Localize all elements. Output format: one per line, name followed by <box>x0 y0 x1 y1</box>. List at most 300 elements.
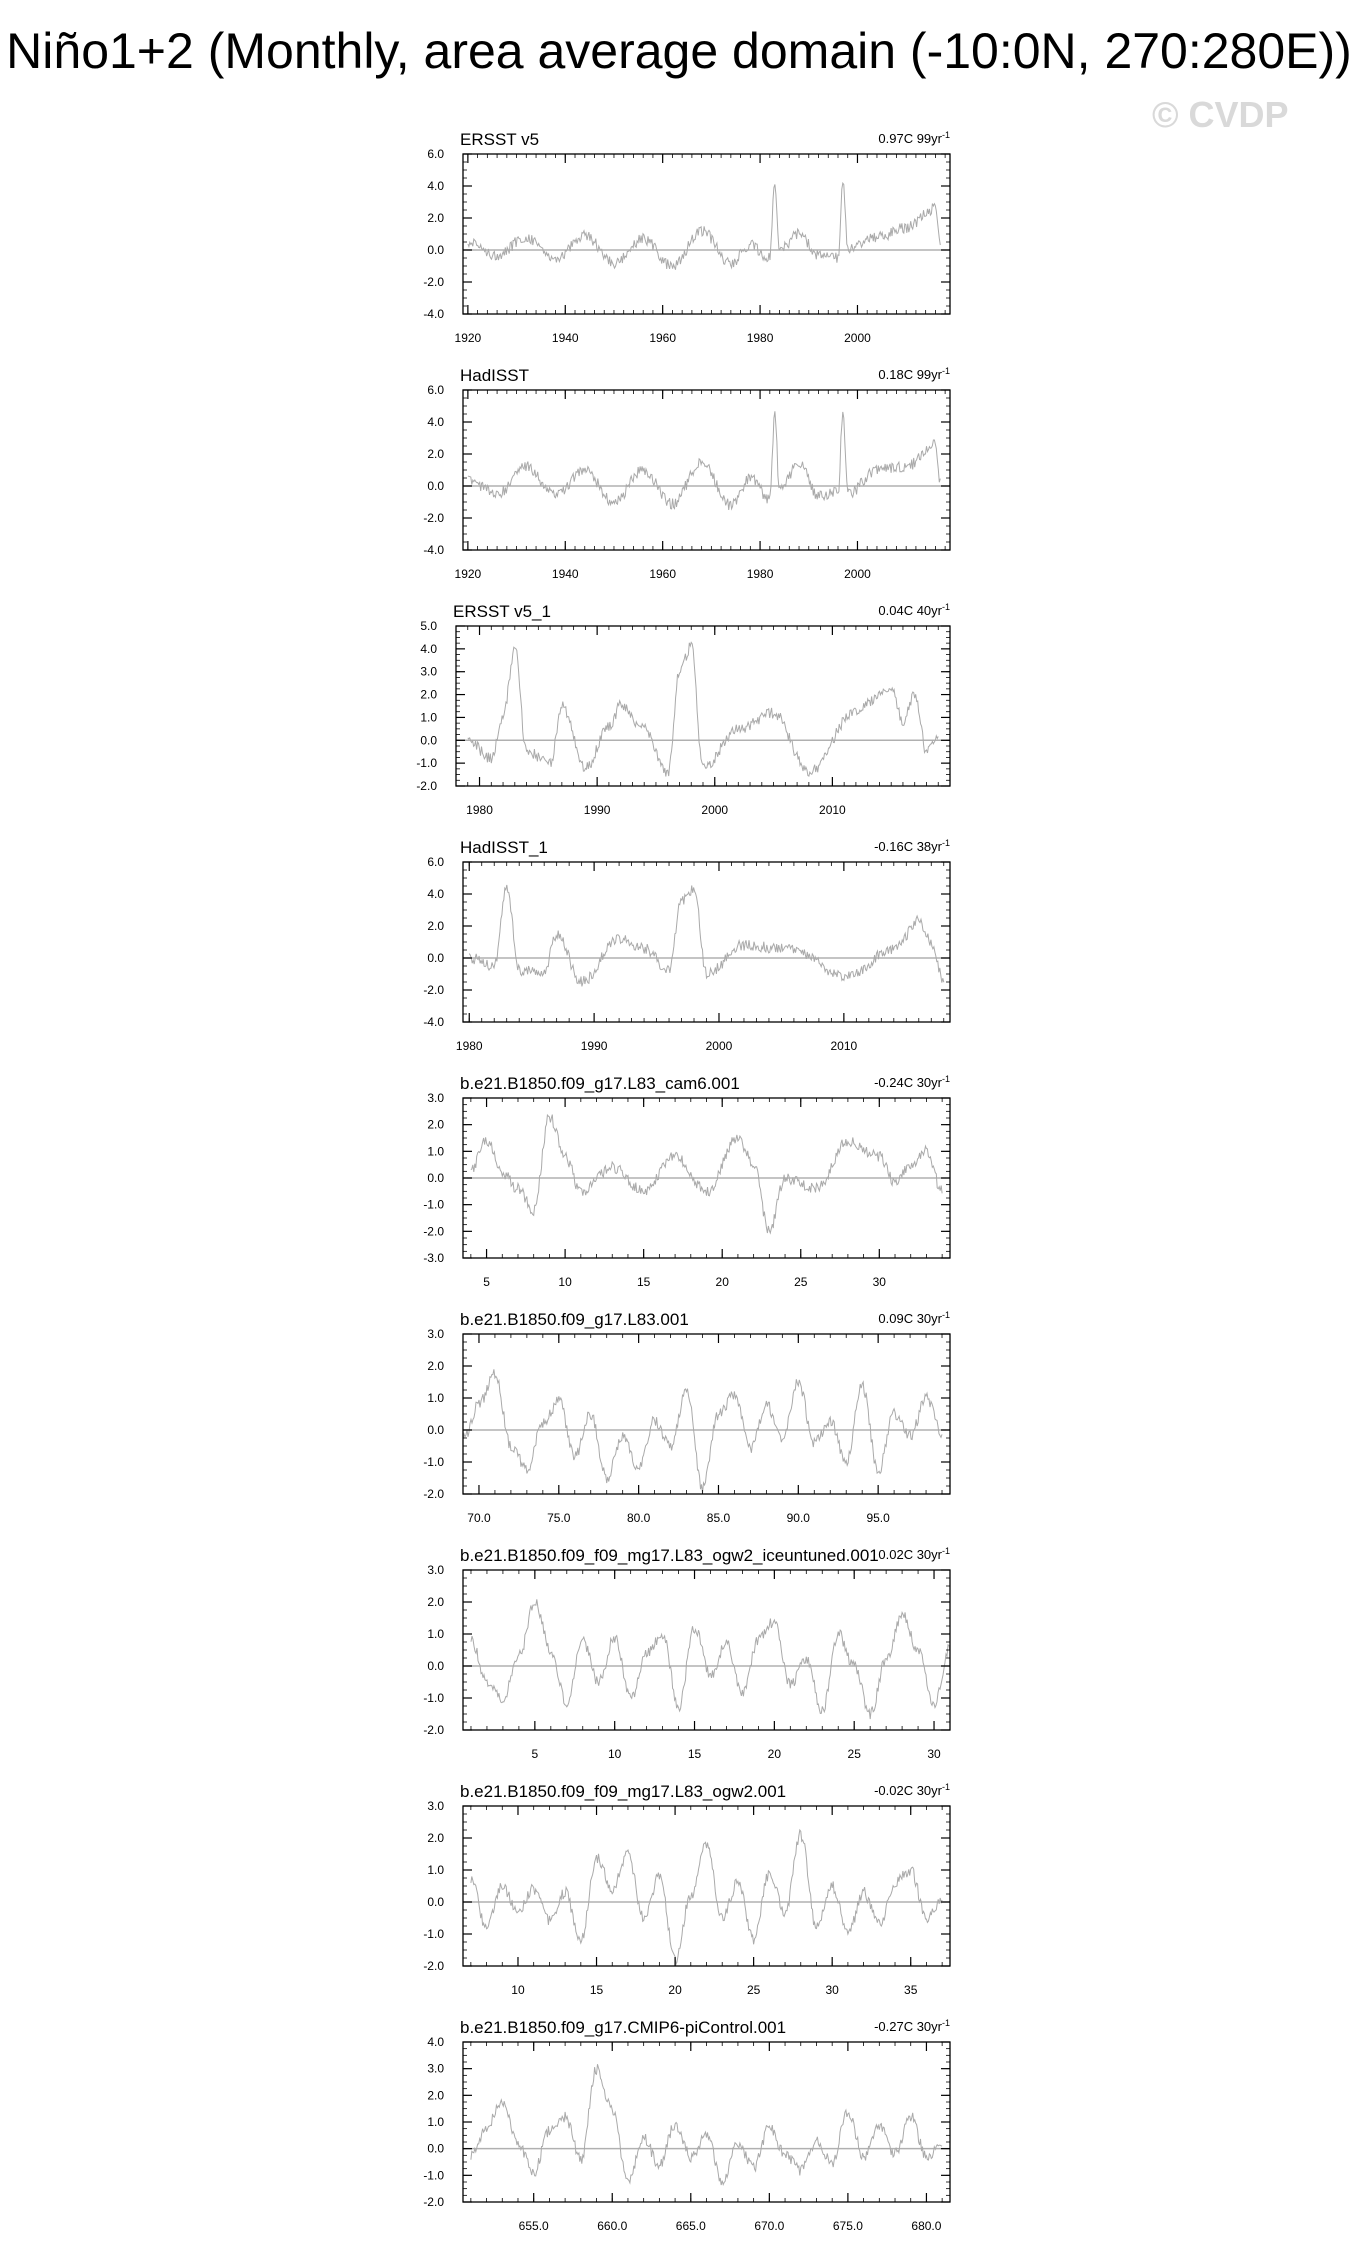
y-tick-label: 0.0 <box>427 1423 444 1437</box>
data-point <box>556 933 557 934</box>
x-tick-label: 680.0 <box>911 2219 942 2233</box>
y-tick-label: -2.0 <box>423 2195 444 2209</box>
data-point <box>565 2116 566 2117</box>
data-point <box>486 1927 487 1928</box>
data-point <box>549 1116 550 1117</box>
data-point <box>722 1917 723 1918</box>
x-tick-label: 2000 <box>844 331 871 345</box>
data-point <box>784 1911 785 1912</box>
data-point <box>612 1889 613 1890</box>
data-point <box>818 254 819 255</box>
y-tick-label: 5.0 <box>420 619 437 633</box>
data-point <box>838 1633 839 1634</box>
trend-unit-exponent: -1 <box>941 1310 950 1320</box>
trend-unit-exponent: -1 <box>941 130 950 140</box>
data-point <box>470 1640 471 1641</box>
data-point <box>910 1436 911 1437</box>
data-point <box>679 671 680 672</box>
watermark: © CVDP <box>1152 94 1289 135</box>
data-point <box>753 1164 754 1165</box>
data-point <box>519 970 520 971</box>
data-point <box>706 1844 707 1845</box>
x-tick-label: 5 <box>531 1747 539 1761</box>
series-line <box>463 1369 942 1493</box>
data-point <box>843 977 844 978</box>
data-point <box>766 1404 767 1405</box>
data-point <box>584 469 585 470</box>
chart-panel-4 <box>423 838 950 1053</box>
x-tick-label: 85.0 <box>706 1511 731 1525</box>
data-point <box>769 257 770 258</box>
data-point <box>737 1882 738 1883</box>
data-point <box>737 1137 738 1138</box>
trend-label <box>878 366 950 382</box>
data-point <box>706 1191 707 1192</box>
data-point <box>502 1697 503 1698</box>
data-point <box>847 1140 848 1141</box>
trend-unit-exponent: -1 <box>941 838 950 848</box>
data-point <box>608 726 609 727</box>
y-tick-label: -2.0 <box>423 1487 444 1501</box>
data-point <box>517 2143 518 2144</box>
data-point <box>940 482 941 483</box>
data-point <box>690 1895 691 1896</box>
y-tick-label: -1.0 <box>423 1927 444 1941</box>
data-point <box>672 503 673 504</box>
data-point <box>614 1637 615 1638</box>
x-tick-label: 95.0 <box>866 1511 890 1525</box>
data-point <box>818 495 819 496</box>
plot-frame <box>456 626 950 786</box>
data-point <box>846 1461 847 1462</box>
data-point <box>646 1653 647 1654</box>
y-tick-label: -1.0 <box>423 1691 444 1705</box>
data-point <box>542 1423 543 1424</box>
series-line <box>468 642 938 776</box>
data-point <box>800 1834 801 1835</box>
data-point <box>902 721 903 722</box>
trend-value: -0.27C 30yr <box>874 2019 942 2034</box>
data-point <box>816 1927 817 1928</box>
series-line <box>471 2064 942 2185</box>
data-point <box>893 949 894 950</box>
data-point <box>533 1209 534 1210</box>
trend-value: 0.04C 40yr <box>878 603 942 618</box>
trend-unit-exponent: -1 <box>941 366 950 376</box>
chart-title: HadISST <box>460 366 529 385</box>
data-point <box>832 2161 833 2162</box>
data-point <box>627 1853 628 1854</box>
data-point <box>870 1713 871 1714</box>
data-point <box>681 900 682 901</box>
trend-unit-exponent: -1 <box>941 602 950 612</box>
x-tick-label: 35 <box>904 1983 918 1997</box>
data-point <box>643 238 644 239</box>
data-point <box>596 2068 597 2069</box>
data-point <box>730 262 731 263</box>
data-point <box>514 648 515 649</box>
y-tick-label: 3.0 <box>427 2061 444 2076</box>
data-point <box>879 1924 880 1925</box>
x-tick-label: 30 <box>927 1747 941 1761</box>
series-line <box>468 183 940 270</box>
data-point <box>654 1420 655 1421</box>
y-tick-label: 4.0 <box>420 641 437 656</box>
chart-title: b.e21.B1850.f09_g17.L83.001 <box>460 1310 689 1329</box>
chart-panel-2 <box>423 366 950 581</box>
data-point <box>779 249 780 250</box>
data-point <box>706 2135 707 2136</box>
data-point <box>502 717 503 718</box>
data-point <box>926 751 927 752</box>
data-point <box>643 469 644 470</box>
data-point <box>935 444 936 445</box>
trend-label <box>878 1310 950 1326</box>
chart-title: b.e21.B1850.f09_f09_mg17.L83_ogw2_iceuntuned.001 <box>460 1546 879 1565</box>
x-tick-label: 25 <box>746 1983 761 1997</box>
y-tick-label: 2.0 <box>427 1117 444 1132</box>
data-point <box>549 1921 550 1922</box>
data-point <box>743 945 744 946</box>
data-point <box>470 1879 471 1880</box>
y-tick-label: 0.0 <box>427 479 444 493</box>
data-point <box>800 2169 801 2170</box>
data-point <box>876 469 877 470</box>
chart-title: b.e21.B1850.f09_f09_mg17.L83_ogw2.001 <box>460 1782 787 1801</box>
trend-value: -0.24C 30yr <box>874 1075 942 1090</box>
y-tick-label: 3.0 <box>427 1563 444 1577</box>
data-point <box>678 1707 679 1708</box>
data-point <box>854 1665 855 1666</box>
x-tick-label: 1920 <box>454 567 482 581</box>
chart-panel-9 <box>423 2018 950 2233</box>
data-point <box>565 1892 566 1893</box>
x-tick-label: 30 <box>872 1275 886 1289</box>
data-point <box>806 1659 807 1660</box>
y-tick-label: -4.0 <box>423 1015 444 1029</box>
chart-panel-5 <box>423 1074 950 1289</box>
data-point <box>612 2108 613 2109</box>
trend-value: -0.02C 30yr <box>874 1783 942 1798</box>
data-point <box>644 728 645 729</box>
data-point <box>670 1445 671 1446</box>
data-point <box>837 492 838 493</box>
data-point <box>467 479 468 480</box>
data-point <box>879 2127 880 2128</box>
y-tick-label: -2.0 <box>423 275 444 289</box>
x-tick-label: 20 <box>668 1983 682 1997</box>
data-point <box>878 1471 879 1472</box>
x-tick-label: 1920 <box>454 331 482 345</box>
y-tick-label: 0.0 <box>420 733 437 748</box>
x-tick-label: 1980 <box>746 567 774 581</box>
series-line <box>471 1830 942 1964</box>
data-point <box>584 235 585 236</box>
data-point <box>561 705 562 706</box>
y-tick-label: 1.0 <box>427 1144 444 1159</box>
data-point <box>808 772 809 773</box>
data-point <box>782 1439 783 1440</box>
y-tick-label: 3.0 <box>427 1799 444 1813</box>
data-point <box>925 1397 926 1398</box>
data-point <box>502 2100 503 2101</box>
y-tick-label: 4.0 <box>427 179 444 193</box>
data-point <box>467 241 468 242</box>
data-point <box>598 1681 599 1682</box>
y-tick-label: 4.0 <box>427 2035 444 2049</box>
data-point <box>486 2127 487 2128</box>
data-point <box>774 413 775 414</box>
data-point <box>750 477 751 478</box>
y-tick-label: 2.0 <box>427 1359 444 1373</box>
y-tick-label: -1.0 <box>416 756 437 771</box>
x-tick-label: 1990 <box>583 803 611 817</box>
data-point <box>494 965 495 966</box>
data-point <box>662 1633 663 1634</box>
data-point <box>906 466 907 467</box>
series-line <box>471 1115 942 1233</box>
data-point <box>753 1940 754 1941</box>
x-tick-label: 1940 <box>551 331 579 345</box>
x-tick-label: 80.0 <box>626 1511 651 1525</box>
data-point <box>613 262 614 263</box>
data-point <box>814 1442 815 1443</box>
data-point <box>942 1191 943 1192</box>
data-point <box>718 1413 719 1414</box>
data-point <box>643 1917 644 1918</box>
data-point <box>830 1420 831 1421</box>
x-tick-label: 20 <box>715 1275 729 1289</box>
y-tick-label: -2.0 <box>416 779 437 793</box>
data-point <box>534 1601 535 1602</box>
data-point <box>758 1640 759 1641</box>
data-point <box>842 177 843 178</box>
y-tick-label: -4.0 <box>423 307 444 321</box>
data-point <box>643 2137 644 2138</box>
data-point <box>926 1151 927 1152</box>
series-line <box>469 885 944 986</box>
data-point <box>710 1675 711 1676</box>
data-point <box>906 227 907 228</box>
data-point <box>502 1172 503 1173</box>
y-tick-label: 2.0 <box>427 211 444 225</box>
y-tick-label: 0.0 <box>427 1659 444 1673</box>
x-tick-label: 1980 <box>455 1039 483 1053</box>
y-tick-label: 1.0 <box>427 1391 444 1405</box>
data-point <box>491 758 492 759</box>
data-point <box>855 710 856 711</box>
data-point <box>585 767 586 768</box>
y-tick-label: -3.0 <box>423 1251 444 1265</box>
data-point <box>798 233 799 234</box>
y-tick-label: -2.0 <box>423 983 444 997</box>
data-point <box>926 1917 927 1918</box>
x-tick-label: 1960 <box>649 331 677 345</box>
data-point <box>494 1372 495 1373</box>
page-title: Niño1+2 (Monthly, area average domain (-10:0N, 270:280E)) <box>6 23 1352 79</box>
data-point <box>879 1156 880 1157</box>
data-point <box>734 1394 735 1395</box>
data-point <box>555 257 556 258</box>
x-tick-label: 1940 <box>551 567 579 581</box>
x-tick-label: 25 <box>794 1275 808 1289</box>
y-tick-label: 1.0 <box>420 710 437 725</box>
data-point <box>863 1892 864 1893</box>
data-point <box>902 1614 903 1615</box>
x-tick-label: 10 <box>511 1983 525 1997</box>
plot-frame <box>463 2042 950 2202</box>
x-tick-label: 10 <box>608 1747 622 1761</box>
data-point <box>638 1468 639 1469</box>
data-point <box>914 694 915 695</box>
data-point <box>686 1391 687 1392</box>
data-point <box>672 265 673 266</box>
y-tick-label: 1.0 <box>427 1863 444 1877</box>
data-point <box>876 237 877 238</box>
data-point <box>549 2129 550 2130</box>
data-point <box>847 2111 848 2112</box>
data-point <box>816 2140 817 2141</box>
trend-label <box>878 1546 950 1562</box>
data-point <box>694 1627 695 1628</box>
data-point <box>580 1191 581 1192</box>
data-point <box>693 889 694 890</box>
data-point <box>580 2159 581 2160</box>
trend-label <box>874 1074 950 1090</box>
chart-panel-6 <box>423 1310 950 1525</box>
data-point <box>619 938 620 939</box>
x-tick-label: 675.0 <box>832 2219 863 2233</box>
y-tick-label: -2.0 <box>423 1224 444 1239</box>
y-tick-label: 0.0 <box>427 951 444 965</box>
x-tick-label: 2010 <box>830 1039 858 1053</box>
y-tick-label: 4.0 <box>427 887 444 901</box>
data-point <box>941 1433 942 1434</box>
data-point <box>894 1413 895 1414</box>
data-point <box>643 1191 644 1192</box>
data-point <box>550 1649 551 1650</box>
x-tick-label: 2010 <box>819 803 846 817</box>
data-point <box>659 2164 660 2165</box>
data-point <box>606 1477 607 1478</box>
data-point <box>497 254 498 255</box>
data-point <box>526 751 527 752</box>
data-point <box>702 1487 703 1488</box>
data-point <box>942 2143 943 2144</box>
data-point <box>726 1643 727 1644</box>
y-tick-label: 2.0 <box>427 1595 444 1609</box>
data-point <box>517 1188 518 1189</box>
data-point <box>596 1857 597 1858</box>
data-point <box>486 1681 487 1682</box>
trend-value: -0.16C 38yr <box>874 839 942 854</box>
data-point <box>675 2124 676 2125</box>
data-point <box>506 885 507 886</box>
data-point <box>918 921 919 922</box>
trend-value: 0.18C 99yr <box>878 367 942 382</box>
data-point <box>863 2156 864 2157</box>
y-tick-label: 0.0 <box>427 243 444 257</box>
data-point <box>910 2116 911 2117</box>
data-point <box>816 1188 817 1189</box>
data-point <box>918 1649 919 1650</box>
series-line <box>471 1599 950 1719</box>
data-point <box>533 1889 534 1890</box>
data-point <box>555 495 556 496</box>
data-point <box>526 466 527 467</box>
chart-title: ERSST v5 <box>460 130 540 149</box>
trend-unit-exponent: -1 <box>941 2018 950 2028</box>
y-tick-label: 3.0 <box>427 1091 444 1105</box>
y-tick-label: 2.0 <box>427 1831 444 1845</box>
chart-title: b.e21.B1850.f09_g17.L83_cam6.001 <box>460 1074 740 1093</box>
data-point <box>790 1685 791 1686</box>
trend-value: 0.09C 30yr <box>878 1311 942 1326</box>
data-point <box>935 208 936 209</box>
x-tick-label: 70.0 <box>467 1511 491 1525</box>
data-point <box>769 1231 770 1232</box>
data-point <box>644 948 645 949</box>
data-point <box>753 2167 754 2168</box>
data-point <box>701 230 702 231</box>
data-point <box>774 182 775 183</box>
plot-frame <box>463 1806 950 1966</box>
y-tick-label: -4.0 <box>423 543 444 557</box>
data-point <box>931 941 932 942</box>
data-point <box>774 1621 775 1622</box>
trend-unit-exponent: -1 <box>941 1546 950 1556</box>
y-tick-label: 3.0 <box>420 664 437 679</box>
data-point <box>926 2156 927 2157</box>
data-point <box>467 740 468 741</box>
y-tick-label: -1.0 <box>423 1455 444 1469</box>
x-tick-label: 2000 <box>701 803 729 817</box>
chart-panel-7 <box>423 1546 950 1761</box>
data-point <box>938 735 939 736</box>
y-tick-label: 3.0 <box>427 1327 444 1341</box>
data-point <box>544 970 545 971</box>
data-point <box>730 505 731 506</box>
y-tick-label: 1.0 <box>427 1627 444 1641</box>
data-point <box>773 712 774 713</box>
data-point <box>862 1385 863 1386</box>
x-tick-label: 2000 <box>705 1039 733 1053</box>
trend-value: 0.97C 99yr <box>878 131 942 146</box>
data-point <box>769 498 770 499</box>
y-tick-label: 6.0 <box>427 855 444 869</box>
data-point <box>470 2156 471 2157</box>
x-tick-label: 10 <box>558 1275 572 1289</box>
data-point <box>566 1704 567 1705</box>
series-line <box>468 411 940 510</box>
x-tick-label: 2000 <box>844 567 871 581</box>
x-tick-label: 670.0 <box>754 2219 785 2233</box>
data-point <box>940 241 941 242</box>
data-point <box>886 1659 887 1660</box>
y-tick-label: 6.0 <box>427 383 444 397</box>
y-tick-label: 1.0 <box>427 2115 444 2129</box>
data-point <box>769 2127 770 2128</box>
chart-panel-1 <box>423 130 950 345</box>
x-tick-label: 1980 <box>746 331 774 345</box>
x-tick-label: 20 <box>767 1747 782 1761</box>
data-point <box>486 1140 487 1141</box>
data-point <box>701 461 702 462</box>
data-point <box>769 1873 770 1874</box>
data-point <box>798 1381 799 1382</box>
data-point <box>706 973 707 974</box>
x-tick-label: 15 <box>687 1747 702 1761</box>
